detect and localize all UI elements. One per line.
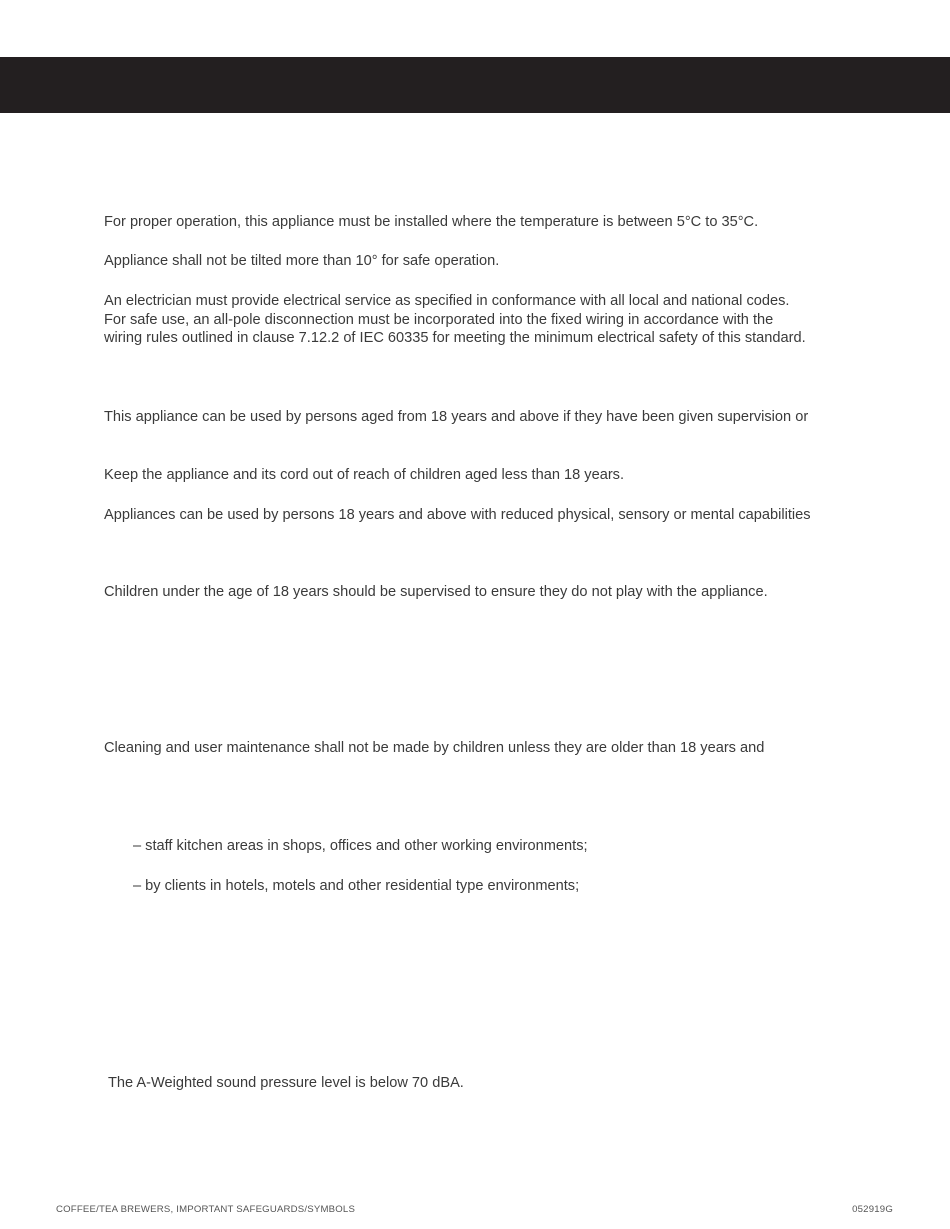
electrician-paragraph-line-1: An electrician must provide electrical service as specified in conformance with all local and national codes. <box>104 293 790 309</box>
header-bar <box>0 57 950 113</box>
footer-code: 052919G <box>852 1204 893 1215</box>
bullet-staff-kitchen: – staff kitchen areas in shops, offices and other working environments; <box>133 838 588 854</box>
electrician-paragraph-line-3: wiring rules outlined in clause 7.12.2 of IEC 60335 for meeting the minimum electrical safety of this standard. <box>104 330 806 346</box>
persons-aged-paragraph: This appliance can be used by persons aged from 18 years and above if they have been given supervision or <box>104 409 809 425</box>
bullet-clients-hotels: – by clients in hotels, motels and other residential type environments; <box>133 878 580 894</box>
sound-level-paragraph: The A-Weighted sound pressure level is below 70 dBA. <box>108 1075 464 1091</box>
footer-title: COFFEE/TEA BREWERS, IMPORTANT SAFEGUARDS/SYMBOLS <box>56 1204 356 1215</box>
reduced-capabilities-paragraph: Appliances can be used by persons 18 years and above with reduced physical, sensory or mental capabilities <box>104 507 811 523</box>
temperature-paragraph: For proper operation, this appliance must be installed where the temperature is between 5°C to 35°C. <box>104 214 759 230</box>
keep-out-of-reach-paragraph: Keep the appliance and its cord out of reach of children aged less than 18 years. <box>104 467 625 483</box>
children-supervised-paragraph: Children under the age of 18 years should be supervised to ensure they do not play with the appliance. <box>104 584 768 600</box>
cleaning-paragraph: Cleaning and user maintenance shall not be made by children unless they are older than 18 years and <box>104 740 765 756</box>
tilt-paragraph: Appliance shall not be tilted more than 10° for safe operation. <box>104 253 500 269</box>
electrician-paragraph-line-2: For safe use, an all-pole disconnection must be incorporated into the fixed wiring in accordance with the <box>104 312 774 328</box>
